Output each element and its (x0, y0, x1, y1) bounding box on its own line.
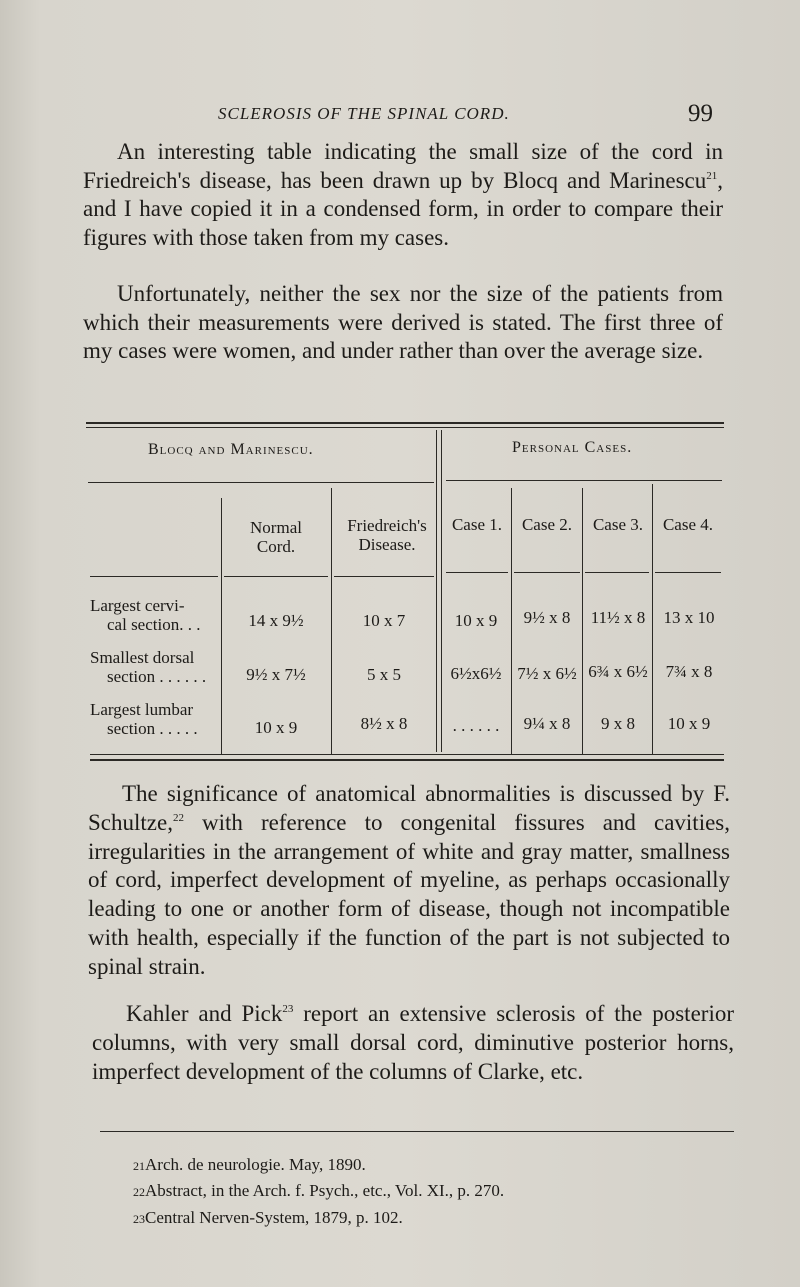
row-label-line: cal section. . . (107, 615, 201, 634)
cell-case-4: 10 x 9 (667, 714, 711, 733)
column-header-underline (334, 576, 434, 577)
footnote-separator (100, 1131, 734, 1132)
group-header-underline-left (88, 482, 434, 483)
paragraph-schultze (88, 780, 730, 982)
column-header-underline (655, 572, 721, 573)
paragraph-text: , and I have copied it in a condensed form, in order to compare their figures with those taken from my cases. (83, 167, 723, 250)
paragraph-kahler-pick (92, 1000, 734, 1086)
column-header-case-2: Case 2. (521, 515, 573, 534)
column-header-underline (446, 572, 508, 573)
column-header-underline (224, 576, 328, 577)
row-label-line: Largest lumbar (90, 700, 194, 719)
cell-friedreich: 10 x 7 (362, 611, 406, 630)
column-header-line: Friedreich's (347, 516, 427, 535)
footnote-text: Arch. de neurologie. May, 1890. (145, 1155, 366, 1174)
column-header-case-4: Case 4. (662, 515, 714, 534)
footnote-number: 23 (133, 1212, 145, 1226)
column-header-normal-cord (222, 518, 330, 556)
column-header-line: Disease. (358, 535, 416, 554)
footnote-text: Abstract, in the Arch. f. Psych., etc., Vol. XI., p. 270. (145, 1181, 505, 1200)
footnote-23 (133, 1208, 403, 1228)
cell-case-1: 6½x6½ (450, 664, 502, 683)
table-bottom-rule-thin (90, 754, 724, 755)
cell-case-1: 10 x 9 (454, 611, 498, 630)
cell-normal: 10 x 9 (254, 718, 298, 737)
footnote-text: Central Nerven-System, 1879, p. 102. (145, 1208, 403, 1227)
cell-case-2: 7½ x 6½ (517, 664, 577, 683)
cell-case-3: 6¾ x 6½ (588, 662, 648, 681)
group-header-underline-right (446, 480, 722, 481)
group-header-blocq-marinescu: Blocq and Marinescu. (148, 441, 314, 458)
table-top-rule (86, 422, 724, 424)
group-header-personal-cases: Personal Cases. (512, 439, 633, 456)
cell-case-1: . . . . . . (452, 716, 500, 735)
paragraph-text: An interesting table indicating the small size of the cord in Friedreich's disease, has been drawn up by Blocq and Marinescu (83, 139, 723, 193)
cell-friedreich: 5 x 5 (367, 665, 401, 684)
table-group-divider (441, 430, 442, 752)
column-header-line: Normal (250, 518, 302, 537)
row-label-largest-cervical (90, 596, 200, 634)
column-header-case-3: Case 3. (592, 515, 644, 534)
footnote-22 (133, 1181, 504, 1201)
footnote-number: 22 (133, 1185, 145, 1199)
cell-normal: 9½ x 7½ (246, 665, 306, 684)
running-head (0, 100, 800, 130)
cell-case-4: 7¾ x 8 (665, 662, 713, 681)
cell-case-4: 13 x 10 (663, 608, 715, 627)
cell-friedreich: 8½ x 8 (360, 714, 408, 733)
column-header-line: Cord. (256, 537, 296, 556)
paragraph-measurement-note (83, 280, 723, 366)
page-number: 99 (688, 100, 713, 127)
cell-case-2: 9½ x 8 (523, 608, 571, 627)
cell-case-2: 9¼ x 8 (523, 714, 571, 733)
column-header-underline (90, 576, 218, 577)
table-bottom-rule (90, 759, 724, 761)
row-label-line: section . . . . . . (107, 667, 207, 686)
column-header-underline (585, 572, 649, 573)
row-label-line: Smallest dorsal (90, 648, 195, 667)
column-divider (582, 488, 583, 754)
cell-normal: 14 x 9½ (248, 611, 304, 630)
running-title: SCLEROSIS OF THE SPINAL CORD. (218, 104, 510, 123)
footnote-ref-23: 23 (282, 1003, 294, 1015)
paragraph-text: Kahler and Pick (126, 1001, 283, 1026)
row-label-smallest-dorsal (90, 648, 206, 686)
column-divider (511, 488, 512, 754)
cell-case-3: 11½ x 8 (590, 608, 646, 627)
column-header-friedreich (332, 516, 442, 554)
paragraph-text: Unfortunately, neither the sex nor the size of the patients from which their measurements were derived is stated. The first three of my cases were women, and under rather than over the average size. (83, 281, 723, 364)
footnote-ref-21: 21 (706, 169, 718, 182)
column-header-underline (514, 572, 580, 573)
column-header-case-1: Case 1. (451, 515, 503, 534)
row-label-line: Largest cervi- (90, 596, 185, 615)
table-group-divider (436, 430, 437, 752)
row-label-largest-lumbar (90, 700, 198, 738)
row-label-line: section . . . . . (107, 719, 198, 738)
paragraph-text: with reference to congenital fissures and cavities, irregularities in the arrangement of white and gray matter, smallness of cord, imperfect development of myeline, as perhaps occasionally leading to one or another form of disease, though not incompatible with health, especially if the function of the part is not subjected to spinal strain. (88, 809, 730, 979)
paragraph-text: The significance of anatomical abnormalities is discussed by F. Schultze, (88, 781, 730, 835)
cell-case-3: 9 x 8 (601, 714, 635, 733)
footnote-ref-22: 22 (172, 811, 184, 824)
paragraph-text: report an extensive sclerosis of the posterior columns, with very small dorsal cord, diminutive posterior horns, imperfect development of the columns of Clarke, etc. (92, 1001, 734, 1084)
footnote-21 (133, 1155, 366, 1175)
paragraph-friedreich-table-intro (83, 138, 723, 252)
table-top-rule-thin (86, 427, 724, 428)
footnote-number: 21 (133, 1159, 145, 1173)
